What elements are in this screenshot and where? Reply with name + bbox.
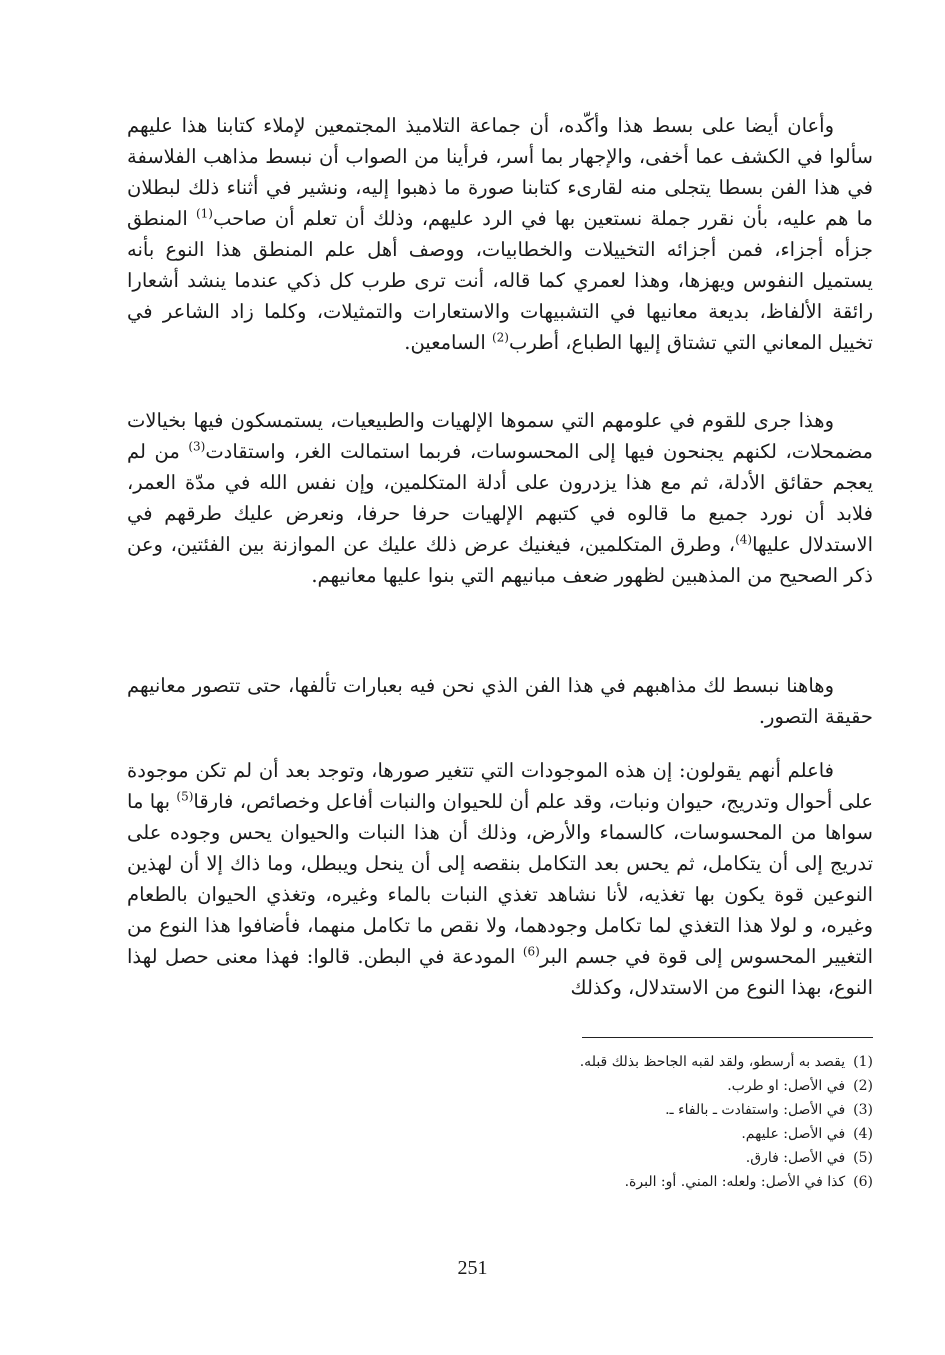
footnote-reference: (2) xyxy=(491,330,509,345)
paragraph-text: فاعلم أنهم يقولون: إن هذه الموجودات التي تتغير صورها، وتوجد بعد أن لم تكن موجودة على أحوال وتدريج، حيوان ونبات، وقد علم أن للحيوان والنبات أفاعل وخصائص، فارقا xyxy=(127,759,873,813)
footnote-reference: (4) xyxy=(735,532,753,547)
footnote-reference: (6) xyxy=(522,944,540,959)
paragraph xyxy=(127,110,873,358)
page-number: 251 xyxy=(457,1257,488,1279)
footnote-text: في الأصل: واستفادت ـ بالفاء ـ. xyxy=(665,1102,846,1118)
footnote-reference: (3) xyxy=(188,439,206,454)
footnote-text: في الأصل: عليهم. xyxy=(741,1126,846,1142)
footnote-item xyxy=(300,1074,873,1098)
paragraph-text: السامعين. xyxy=(404,331,492,354)
footnote-number: (1) xyxy=(853,1054,873,1070)
footnote-item xyxy=(300,1098,873,1122)
paragraph xyxy=(127,670,873,732)
paragraph xyxy=(127,405,873,591)
paragraph-text: بها ما سواها من المحسوسات، كالسماء والأرض، وذلك أن هذا النبات والحيوان يحس وجوده على تدريج إلى أن يتكامل، ثم يحس بعد التكامل بنقصه إلى أن ينحل ويبطل، وما ذاك إلا أن لهذين النوعين قوة يكون بها تغذيه، لأنا نشاهد تغذي النبات بالماء وغيره، وتغذي الحيوان بالطعام وغيره، و لولا هذا التغذي لما تكامل وجودهما، ولا نقص ما تكامل منهما، فأضافوا هذا النوع من التغيير المحسوس إلى قوة في جسم البر xyxy=(127,790,873,968)
paragraph-text: المنطق جزأه أجزاء، فمن أجزائه التخييلات والخطابيات، ووصف أهل علم المنطق هذا النوع بأنه يستميل النفوس ويهزها، وهذا لعمري كما قاله، أنت ترى طرب كل ذكي عندما ينشد أشعارا رائقة الألفاظ، بديعة معانيها في التشبيهات والاستعارات والتمثيلات، وكلما زاد الشاعر في تخييل المعاني التي تشتاق إليها الطباع، أطرب xyxy=(127,207,873,354)
footnote-text: في الأصل: فارق. xyxy=(745,1150,846,1166)
paragraph-text: المودعة في البطن. قالوا: فهذا معنى حصل لهذا النوع، بهذا النوع من الاستدلال، وكذلك xyxy=(127,945,873,999)
footnotes-list xyxy=(300,1050,873,1194)
footnote-number: (3) xyxy=(853,1102,873,1118)
footnote-item xyxy=(300,1050,873,1074)
footnote-number: (6) xyxy=(853,1174,873,1190)
footnote-number: (2) xyxy=(853,1078,873,1094)
paragraph-text: وهذا جرى للقوم في علومهم التي سموها الإلهيات والطبيعيات، يستمسكون فيها بخيالات مضمحلات، لكنهم يجنحون فيها إلى المحسوسات، فربما استمالت الغر، واستقادت xyxy=(127,409,873,463)
paragraph-text: وأعان أيضا على بسط هذا وأكّده، أن جماعة التلاميذ المجتمعين لإملاء كتابنا هذا عليهم سألوا في الكشف عما أخفى، والإجهار بما أسر، فرأينا من الصواب أن نبسط مذاهب الفلاسفة في هذا الفن بسطا يتجلى منه لقارىء كتابنا صورة ما ذهبوا إليه، ونشير في أثناء ذلك لبطلان ما هم عليه، بأن نقرر جملة نستعين بها في الرد عليهم، وذلك أن تعلم أن صاحب xyxy=(127,114,873,230)
footnote-number: (4) xyxy=(853,1126,873,1142)
footnote-divider xyxy=(582,1037,873,1038)
paragraph-text: ، وطرق المتكلمين، فيغنيك عرض ذلك عليك عن الموازنة بين الفئتين، وعن ذكر الصحيح من المذهبين لظهور ضعف مبانيهم التي بنوا عليها معانيهم. xyxy=(127,533,873,587)
footnote-text: في الأصل: او طرب. xyxy=(727,1078,846,1094)
paragraph-text: من لم يعجم حقائق الأدلة، ثم مع هذا يزدرون على أدلة المتكلمين، وإن نفس الله في مدّة العمر، فلابد أن نورد جميع ما قالوه في كتبهم الإلهيات حرفا حرفا، ونعرض عليك طرقهم في الاستدلال عليها xyxy=(127,440,874,556)
footnote-reference: (1) xyxy=(195,206,213,221)
footnote-reference: (5) xyxy=(176,789,194,804)
footnote-item xyxy=(300,1122,873,1146)
footnote-item xyxy=(300,1170,873,1194)
footnote-text: يقصد به أرسطو، ولقد لقبه الجاحظ بذلك قبله. xyxy=(579,1054,846,1070)
paragraph-text: وهاهنا نبسط لك مذاهبهم في هذا الفن الذي نحن فيه بعبارات تألفها، حتى تتصور معانيهم حقيقة التصور. xyxy=(127,674,873,728)
footnote-number: (5) xyxy=(853,1150,873,1166)
paragraph xyxy=(127,755,873,1003)
footnote-text: كذا في الأصل: ولعله: المني. أو: البرة. xyxy=(624,1174,846,1190)
footnote-item xyxy=(300,1146,873,1170)
